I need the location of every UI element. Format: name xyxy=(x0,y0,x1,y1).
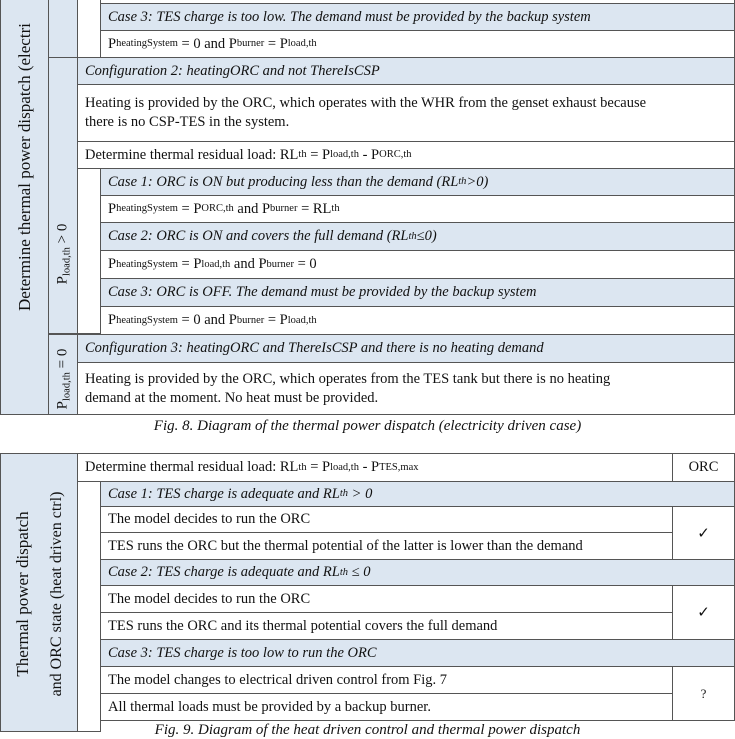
fig8-outer-label: Determine thermal power dispatch (electri xyxy=(15,23,34,311)
fig9-case3-row1: The model changes to electrical driven control from Fig. 7 xyxy=(100,666,673,694)
fig9-case1-title: Case 1: TES charge is adequate and RL th > 0 xyxy=(100,481,735,507)
fig8-caption: Fig. 8. Diagram of the thermal power dispatch (electricity driven case) xyxy=(153,418,582,434)
fig8-cond-pos-cell xyxy=(48,57,78,334)
fig9-case1-row2: TES runs the ORC but the thermal potential of the latter is lower than the demand xyxy=(100,532,673,560)
question-mark: ? xyxy=(700,686,707,701)
fig8-cond-pos: $P_{load,th} > 0$ xyxy=(54,223,73,285)
fig8-conf3-title: Configuration 3: heatingORC and ThereIsCSP and there is no heating demand xyxy=(77,334,735,363)
fig9-side-cell xyxy=(0,453,78,732)
fig9-case3-title: Case 3: TES charge is too low to run the ORC xyxy=(100,639,735,667)
fig8-case1-eq: P heatingSystem = P ORC,th and P burner = RL th xyxy=(100,195,735,223)
fig8-cond-zero: $P_{load,th} = 0$ xyxy=(54,348,73,410)
fig8-residual-row: Determine thermal residual load: RL th = P load,th - P ORC,th xyxy=(77,141,735,169)
fig8-top-indent xyxy=(77,0,101,58)
fig8-indent-col xyxy=(77,168,101,334)
fig9-orc-header: ORC xyxy=(672,453,735,482)
fig8-conf2-title: Configuration 2: heatingORC and not ThereIsCSP xyxy=(77,57,735,85)
fig8-top-case3: Case 3: TES charge is too low. The demand must be provided by the backup system xyxy=(100,3,735,31)
fig9-side-label-1: Thermal power dispatch xyxy=(13,511,32,677)
fig9-side-label-2: and ORC state (heat driven ctrl) xyxy=(48,491,65,697)
fig8-conf2-desc: Heating is provided by the ORC, which operates with the WHR from the genset exhaust because there is no CSP-TES in the system. xyxy=(77,84,735,142)
fig9-case2-orc-cell xyxy=(672,585,735,640)
fig8-case2-title: Case 2: ORC is ON and covers the full demand (RL th ≤0) xyxy=(100,222,735,251)
fig8-outer-label-cell xyxy=(0,0,49,415)
fig8-cond-zero-cell xyxy=(48,334,78,415)
fig8-top-case3-eq: P heatingSystem = 0 and P burner = P load,th xyxy=(100,30,735,58)
check-icon: ✓ xyxy=(697,523,710,542)
fig8-conf3-desc: Heating is provided by the ORC, which operates from the TES tank but there is no heating demand at the moment. No heat must be provided. xyxy=(77,362,735,415)
fig9-indent-col xyxy=(77,481,101,732)
fig9-case3-row2: All thermal loads must be provided by a backup burner. xyxy=(100,693,673,721)
fig9-case1-row1: The model decides to run the ORC xyxy=(100,506,673,533)
check-icon: ✓ xyxy=(697,603,710,621)
fig9-case2-row2: TES runs the ORC and its thermal potential covers the full demand xyxy=(100,612,673,640)
fig8-case2-eq: P heatingSystem = P load,th and P burner = 0 xyxy=(100,250,735,279)
fig9-header-row: Determine thermal residual load: RL th = P load,th - P TES,max xyxy=(77,453,673,482)
fig8-top-side-cell xyxy=(48,0,78,58)
fig9-case3-orc-cell xyxy=(672,666,735,721)
fig9-case1-orc-cell xyxy=(672,506,735,560)
fig8-case3-eq: P heatingSystem = 0 and P burner = P load,th xyxy=(100,306,735,335)
fig9-case2-title: Case 2: TES charge is adequate and RL th ≤ 0 xyxy=(100,559,735,586)
fig8-case3-title: Case 3: ORC is OFF. The demand must be provided by the backup system xyxy=(100,278,735,307)
fig8-case1-title: Case 1: ORC is ON but producing less than the demand (RL th >0) xyxy=(100,168,735,196)
fig9-case2-row1: The model decides to run the ORC xyxy=(100,585,673,613)
fig9-caption: Fig. 9. Diagram of the heat driven control and thermal power dispatch xyxy=(154,722,581,738)
